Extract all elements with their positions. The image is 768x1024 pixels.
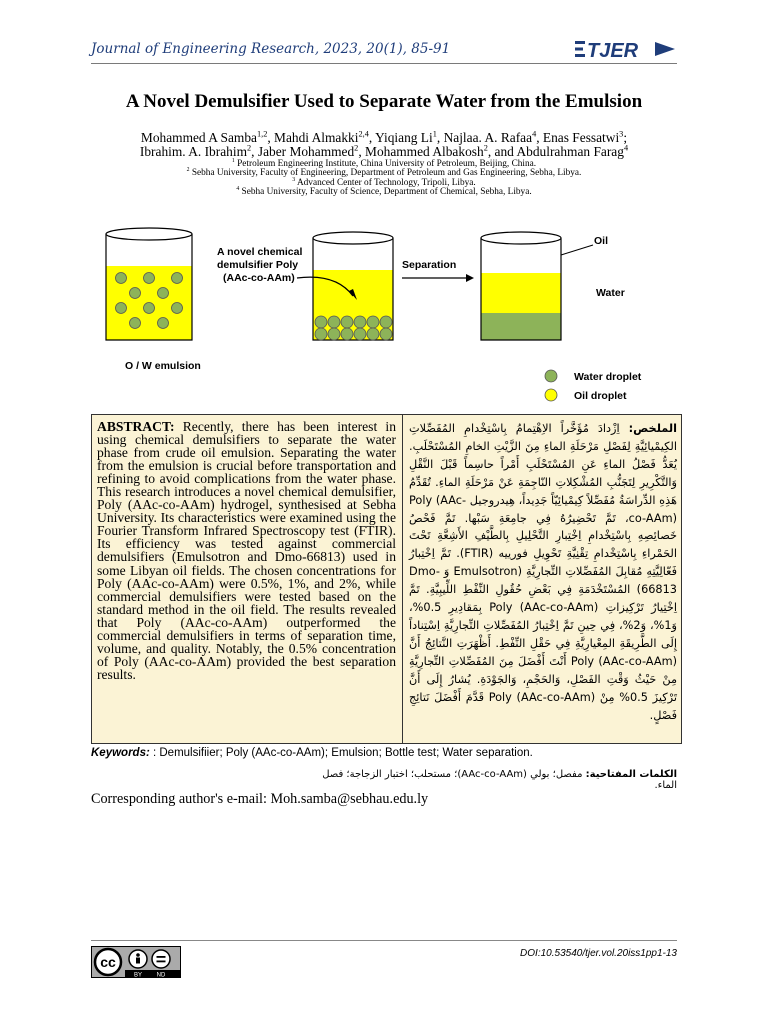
author-affiliation-marker: 4 — [532, 129, 537, 139]
keywords-arabic-label: الكلمات المفتاحية: — [585, 769, 677, 780]
author-list — [91, 131, 677, 159]
water-droplet — [158, 288, 169, 299]
author-separator: ; — [623, 130, 628, 145]
nd-text: ND — [156, 972, 166, 978]
affiliation-number: 1 — [231, 157, 235, 164]
author-affiliation-marker: 2 — [247, 143, 252, 153]
settled-droplet — [380, 316, 392, 328]
by-icon-head — [136, 953, 140, 957]
affiliation-4 — [91, 187, 677, 197]
legend-water-label: Water droplet — [574, 371, 642, 383]
affiliation-number: 2 — [186, 166, 190, 173]
tjer-logo-arrow — [655, 42, 675, 56]
legend-water-droplet — [545, 370, 557, 382]
settled-droplet — [341, 328, 353, 340]
beaker-3-rim — [481, 232, 561, 244]
by-icon-body — [136, 958, 140, 964]
author-affiliation-marker: 4 — [623, 143, 629, 153]
oil-layer — [481, 273, 561, 313]
separation-label: Separation — [402, 259, 457, 271]
water-layer — [481, 313, 561, 340]
water-droplet — [172, 303, 183, 314]
water-droplet — [130, 318, 141, 329]
author-separator: , — [368, 130, 376, 145]
author-name: Yiqiang Li — [375, 130, 433, 145]
author-name: Mahdi Almakki — [274, 130, 359, 145]
author-name: Ibrahim. A. Ibrahim — [139, 144, 247, 159]
legend-oil-droplet — [545, 389, 557, 401]
tjer-logo — [575, 38, 677, 60]
author-name: Mohammed Albakosh — [365, 144, 484, 159]
affiliation-text: Advanced Center of Technology, Tripoli, Libya. — [296, 178, 476, 188]
keywords-arabic-text: مفصل؛ بولي (AAc-co-AAm)؛ مستحلب؛ اختبار الزجاجة؛ فصل الماء. — [322, 769, 677, 791]
affiliation-number: 3 — [292, 176, 296, 183]
keywords-line — [91, 747, 691, 759]
affiliation-2 — [91, 168, 677, 178]
emulsion-label: O / W emulsion — [125, 360, 201, 372]
author-separator: , and — [487, 144, 517, 159]
cc-icon-text: cc — [100, 954, 116, 970]
abstract-label: ABSTRACT: — [97, 419, 175, 434]
settled-droplet — [315, 316, 327, 328]
settled-droplet — [328, 328, 340, 340]
abstract-arabic — [409, 420, 677, 724]
abstract-english — [97, 420, 396, 681]
keywords-label: Keywords: — [91, 747, 150, 759]
demulsifier-label-1: A novel chemical — [217, 246, 303, 258]
water-droplet — [158, 318, 169, 329]
author-separator: , — [358, 144, 366, 159]
author-affiliation-marker: 3 — [619, 129, 624, 139]
beaker-separated — [481, 232, 561, 340]
settled-droplet — [341, 316, 353, 328]
journal-citation: Journal of Engineering Research, 2023, 20(1), 85-91 — [91, 41, 451, 57]
nd-icon — [152, 950, 170, 968]
author-name: Jaber Mohammed — [257, 144, 355, 159]
author-affiliation-marker: 2,4 — [358, 129, 369, 139]
settled-droplet — [354, 316, 366, 328]
nd-icon-bar-1 — [157, 956, 166, 958]
author-name: Najlaa. A. Rafaa — [443, 130, 533, 145]
nd-icon-bar-2 — [157, 961, 166, 963]
doi[interactable]: DOI:10.53540/tjer.vol.20iss1pp1-13 — [520, 948, 677, 959]
water-label: Water — [596, 287, 625, 299]
settled-droplet — [315, 328, 327, 340]
author-affiliation-marker: 1,2 — [256, 129, 268, 139]
affiliation-number: 4 — [236, 185, 240, 192]
abstract-divider — [402, 414, 403, 744]
separation-arrow-head — [466, 274, 474, 282]
author-affiliation-marker: 2 — [354, 143, 359, 153]
corresponding-email: Corresponding author's e-mail: Moh.samba@sebhau.edu.ly — [91, 791, 429, 807]
author-separator: , — [536, 130, 543, 145]
author-separator: , — [436, 130, 444, 145]
keywords-text: : Demulsifiier; Poly (AAc-co-AAm); Emulsion; Bottle test; Water separation. — [149, 747, 533, 759]
legend-oil-label: Oil droplet — [574, 390, 627, 402]
settled-droplet — [380, 328, 392, 340]
by-text: BY — [133, 972, 143, 978]
settled-droplet — [354, 328, 366, 340]
water-droplet — [144, 303, 155, 314]
abstract-text: Recently, there has been interest in using chemical demulsifiers to separate the water phase from crude oil emulsion. Separating the water from the emulsion is crucial before transportation and refining to avoid complications from the water phase. This research introduces a novel chemical demulsifier, Poly (AAc-co-AAm) hydrogel, synthesised at Sebha University. Its characteristics were examined using the Fourier Transform Infrared Spectroscopy test (FTIR). Its efficiency was tested against commercial demulsifiers (Emulsotron and Dmo-66813) used in some Libyan oil fields. The chosen concentrations for Poly (AAc-co-AAm) were 0.5%, 1%, and 2%, while commercial demulsifiers were tested based on the standard method in the oil field. The results revealed that Poly (AAc-co-AAm) outperformed the commercial demulsifiers in terms of separation time, volume, and quality. Notably, the 0.5% concentration of Poly (AAc-co-AAm) provided the best separation results. — [97, 419, 396, 682]
settled-droplet — [367, 328, 379, 340]
water-droplet — [116, 303, 127, 314]
demulsifier-label-3: (AAc-co-AAm) — [223, 272, 295, 284]
author-name: Enas Fessatwi — [542, 130, 620, 145]
beaker-separating — [297, 232, 393, 340]
tjer-logo-bars — [575, 41, 585, 57]
author-affiliation-marker: 2 — [483, 143, 488, 153]
author-separator: , — [251, 144, 258, 159]
oil-pointer — [561, 245, 593, 255]
demulsifier-label-2: demulsifier Poly — [217, 259, 299, 271]
settled-droplet — [328, 316, 340, 328]
abstract-arabic-label: الملخص: — [628, 422, 677, 435]
author-line-1 — [91, 131, 677, 145]
beaker-1-rim — [106, 228, 192, 240]
footer-rule — [91, 940, 677, 941]
author-line-2 — [91, 145, 677, 159]
header-rule — [91, 63, 677, 64]
keywords-arabic-line — [300, 769, 677, 791]
paper-title: A Novel Demulsifier Used to Separate Water from the Emulsion — [125, 91, 643, 112]
oil-label: Oil — [594, 235, 609, 247]
water-droplet — [130, 288, 141, 299]
settled-droplet — [367, 316, 379, 328]
author-separator: , — [267, 130, 275, 145]
tjer-logo-text: TJER — [587, 40, 639, 60]
water-droplet — [116, 273, 127, 284]
author-affiliation-marker: 1 — [432, 129, 437, 139]
beaker-2-rim — [313, 232, 393, 244]
affiliation-text: Sebha University, Faculty of Science, Department of Chemical, Sebha, Libya. — [241, 187, 532, 197]
water-droplet — [144, 273, 155, 284]
author-name: Abdulrahman Farag — [516, 144, 624, 159]
graphical-abstract — [91, 218, 677, 408]
cc-license-badge[interactable] — [91, 946, 181, 978]
water-droplet — [172, 273, 183, 284]
beaker-emulsion — [106, 228, 192, 340]
affiliation-text: Petroleum Engineering Institute, China University of Petroleum, Beijing, China. — [237, 159, 537, 169]
author-name: Mohammed A Samba — [140, 130, 257, 145]
abstract-arabic-text: اِزْدادَ مُؤَخَّراً الاِهْتِمامُ بِاسْتِخْدامِ المُفَصِّلاتِ الكِيمْيائِيَّةِ لِفَصْلِ مَرْحَلَةِ الماءِ مِنَ الزَّيْتِ الخامِ المُسْتَحْلَبِ. يُعَدُّ فَصْلُ الماءِ عَنِ المُسْتَحْلَبِ أَمْراً حاسِماً قَبْلَ النَّقْلِ وَالتَّكْرِيرِ لِتَجَنُّبِ المُشْكِلاتِ النّاجِمَةِ عَنْ مَرْحَلَةِ الماءِ. تُقَدِّمُ هَذِهِ الدِّراسَةُ مُفَصِّلاً كِيمْيائِيّاً جَدِيداً، هِيدروجيل Poly (AAc-co-AAm)، تَمَّ تَحْضِيرُهُ فِي جامِعَةِ سَبْها. تَمَّ فَحْصُ خَصائِصِهِ بِاسْتِخْدامِ اِخْتِبارِ التَّحْلِيلِ بِالطَّيْفِ الأَشِعَّةِ تَحْتَ الحَمْراءِ بِاسْتِخْدامِ تِقْنِيَّةِ تَحْوِيلِ فورييه (FTIR). تَمَّ اِخْتِبارُ فَعّالِيَّتِهِ مُقابِلَ المُفَصِّلاتِ التِّجارِيَّةِ (Emulsotron وَ Dmo-66813) المُسْتَخْدَمَةِ فِي بَعْضِ حُقُولِ النِّفْطِ اللِّيبِيَّةِ. تَمَّ اِخْتِيارُ تَرْكِيزاتِ Poly (AAc-co-AAm) بِمَقادِيرِ 0.5%، وَ1%، وَ2%، فِي حِينِ تَمَّ اِخْتِبارُ المُفَصِّلاتِ التِّجارِيَّةِ اِسْتِناداً إِلَى الطَّرِيقَةِ المِعْيارِيَّةِ فِي حَقْلِ النِّفْطِ. أَظْهَرَتِ النَّتائِجُ أَنَّ Poly (AAc-co-AAm) أَنْتَ أَفْضَلَ مِنَ المُفَصِّلاتِ التِّجارِيَّةِ مِنْ حَيْثُ وَقْتِ الفَصْلِ، وَالحَجْمِ، وَالجَوْدَةِ. يُشارُ إِلَى أَنَّ تَرْكِيزَ 0.5% مِنْ Poly (AAc-co-AAm) قَدَّمَ أَفْضَلَ نَتائِجِ فَصْلٍ. — [409, 422, 678, 722]
affiliation-text: Sebha University, Faculty of Engineering, Department of Petroleum and Gas Engineering, Sebha, Libya. — [191, 168, 582, 178]
